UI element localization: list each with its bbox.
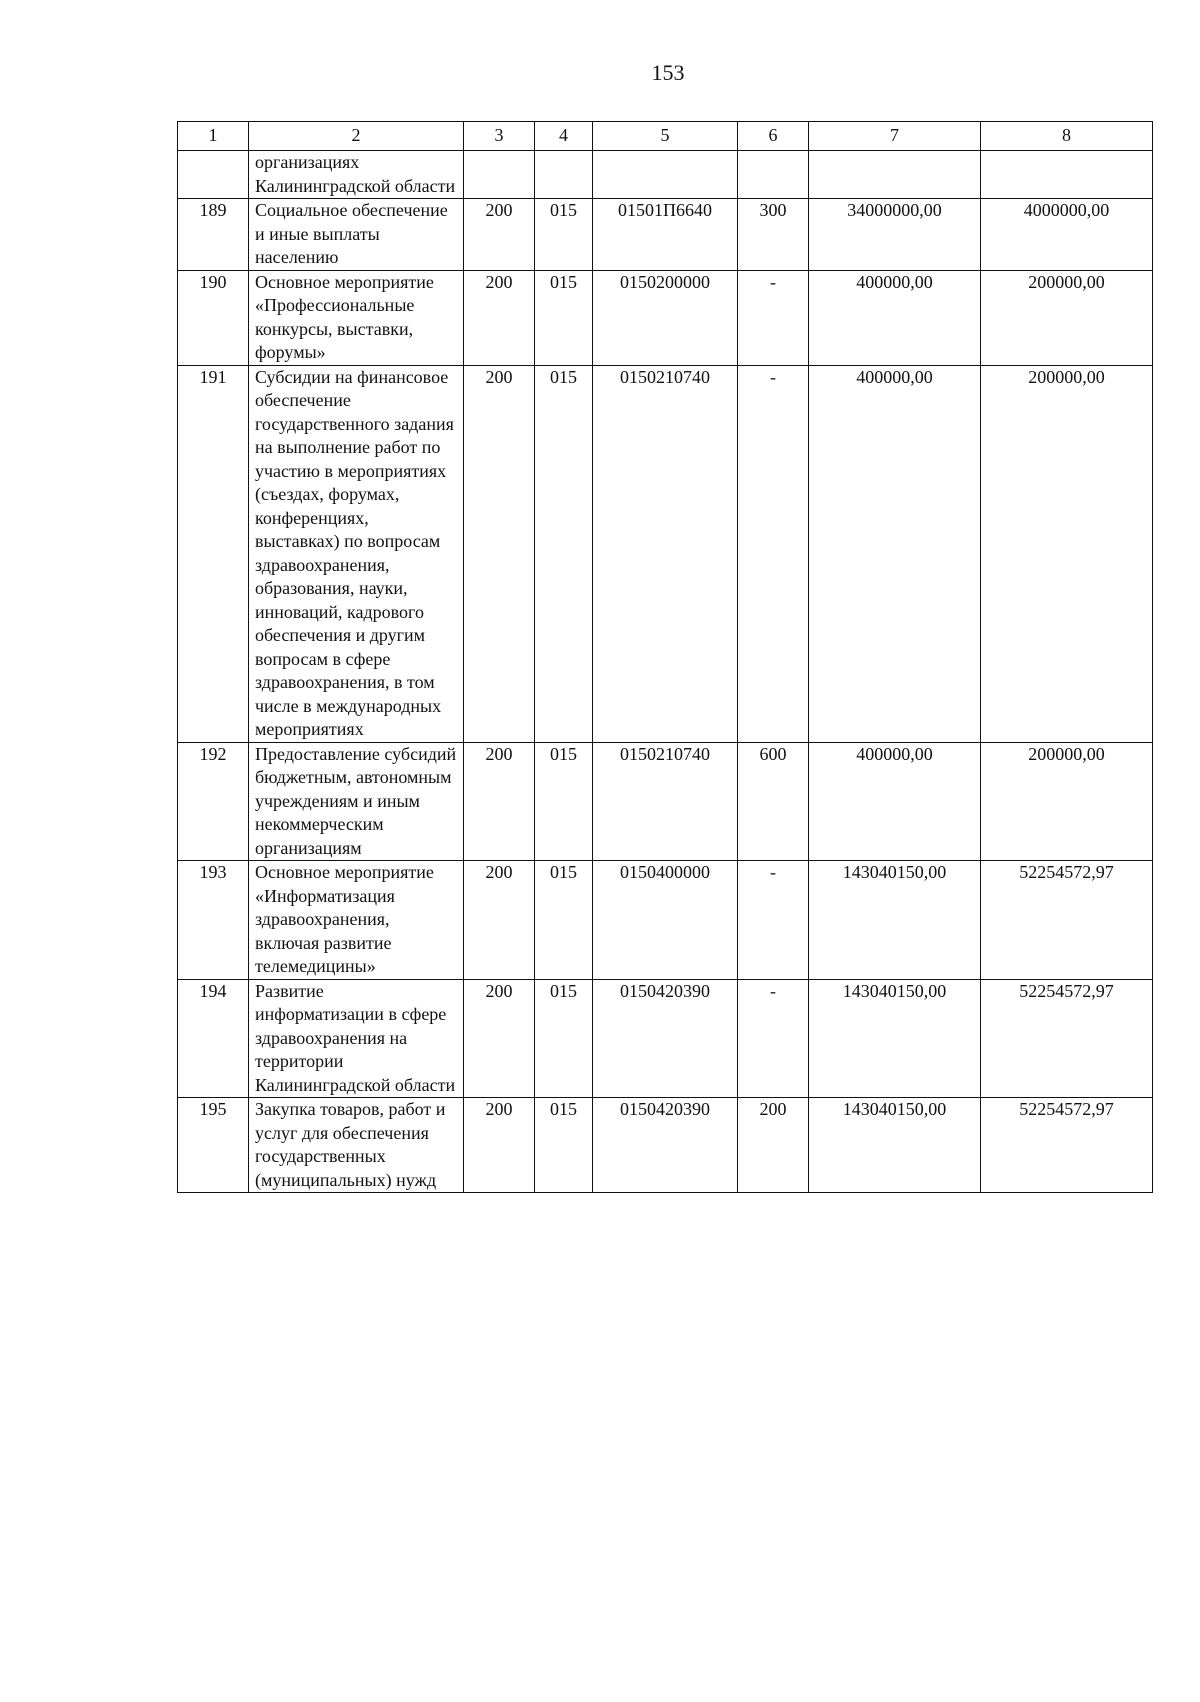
row-col6: -: [738, 270, 809, 365]
row-col8: [981, 151, 1153, 199]
row-col7: 143040150,00: [809, 861, 981, 980]
row-name: организациях Калининградской области: [249, 151, 464, 199]
table-row: [178, 861, 1153, 980]
row-name: Основное мероприятие «Информатизация здравоохранения, включая развитие телемедицины»: [249, 861, 464, 980]
row-col8: 52254572,97: [981, 861, 1153, 980]
row-col4: 015: [535, 1098, 593, 1193]
row-col5: 0150420390: [593, 1098, 738, 1193]
header-cell: 8: [981, 122, 1153, 151]
row-col3: [464, 151, 535, 199]
row-col7: 400000,00: [809, 742, 981, 861]
row-number: 195: [178, 1098, 249, 1193]
row-number: 192: [178, 742, 249, 861]
row-col3: 200: [464, 365, 535, 742]
row-col8: 4000000,00: [981, 199, 1153, 271]
header-cell: 6: [738, 122, 809, 151]
row-number: 191: [178, 365, 249, 742]
row-col4: 015: [535, 365, 593, 742]
row-col8: 52254572,97: [981, 1098, 1153, 1193]
row-col3: 200: [464, 1098, 535, 1193]
row-number: 189: [178, 199, 249, 271]
row-col3: 200: [464, 199, 535, 271]
row-number: 193: [178, 861, 249, 980]
table-row: [178, 151, 1153, 199]
row-name: Социальное обеспечение и иные выплаты населению: [249, 199, 464, 271]
row-col7: 143040150,00: [809, 979, 981, 1098]
row-col5: 0150210740: [593, 365, 738, 742]
budget-table: [177, 121, 1153, 1193]
row-col4: 015: [535, 270, 593, 365]
row-col6: -: [738, 861, 809, 980]
row-col8: 200000,00: [981, 365, 1153, 742]
row-col7: [809, 151, 981, 199]
row-col5: 0150200000: [593, 270, 738, 365]
row-col4: [535, 151, 593, 199]
table-row: [178, 199, 1153, 271]
row-col7: 143040150,00: [809, 1098, 981, 1193]
row-col8: 52254572,97: [981, 979, 1153, 1098]
row-col4: 015: [535, 979, 593, 1098]
row-number: [178, 151, 249, 199]
row-col6: [738, 151, 809, 199]
table-header: [178, 122, 1153, 151]
header-cell: 7: [809, 122, 981, 151]
table-row: [178, 270, 1153, 365]
row-col7: 400000,00: [809, 270, 981, 365]
table-row: [178, 1098, 1153, 1193]
row-col3: 200: [464, 742, 535, 861]
row-col5: 0150400000: [593, 861, 738, 980]
row-col5: [593, 151, 738, 199]
row-col4: 015: [535, 861, 593, 980]
row-name: Основное мероприятие «Профессиональные конкурсы, выставки, форумы»: [249, 270, 464, 365]
header-cell: 5: [593, 122, 738, 151]
table-row: [178, 742, 1153, 861]
table-row: [178, 365, 1153, 742]
row-name: Предоставление субсидий бюджетным, автономным учреждениям и иным некоммерческим организациям: [249, 742, 464, 861]
row-col5: 0150420390: [593, 979, 738, 1098]
row-col6: 200: [738, 1098, 809, 1193]
row-col5: 01501П6640: [593, 199, 738, 271]
header-row: [178, 122, 1153, 151]
row-name: Субсидии на финансовое обеспечение государственного задания на выполнение работ по участию в мероприятиях (съездах, форумах, конференциях, выставках) по вопросам здравоохранения, образования, науки, инноваций, кадрового обеспечения и другим вопросам в сфере здравоохранения, в том числе в международных мероприятиях: [249, 365, 464, 742]
row-col8: 200000,00: [981, 270, 1153, 365]
row-name: Развитие информатизации в сфере здравоохранения на территории Калининградской области: [249, 979, 464, 1098]
header-cell: 2: [249, 122, 464, 151]
table-row: [178, 979, 1153, 1098]
header-cell: 4: [535, 122, 593, 151]
row-col5: 0150210740: [593, 742, 738, 861]
row-col8: 200000,00: [981, 742, 1153, 861]
header-cell: 3: [464, 122, 535, 151]
row-col3: 200: [464, 270, 535, 365]
row-number: 190: [178, 270, 249, 365]
row-col4: 015: [535, 199, 593, 271]
row-col7: 34000000,00: [809, 199, 981, 271]
row-col6: 600: [738, 742, 809, 861]
row-name: Закупка товаров, работ и услуг для обеспечения государственных (муниципальных) нужд: [249, 1098, 464, 1193]
row-col7: 400000,00: [809, 365, 981, 742]
row-number: 194: [178, 979, 249, 1098]
row-col6: 300: [738, 199, 809, 271]
row-col3: 200: [464, 979, 535, 1098]
header-cell: 1: [178, 122, 249, 151]
table-body: [178, 151, 1153, 1193]
row-col6: -: [738, 979, 809, 1098]
page-number: 153: [651, 60, 685, 85]
row-col4: 015: [535, 742, 593, 861]
row-col6: -: [738, 365, 809, 742]
row-col3: 200: [464, 861, 535, 980]
